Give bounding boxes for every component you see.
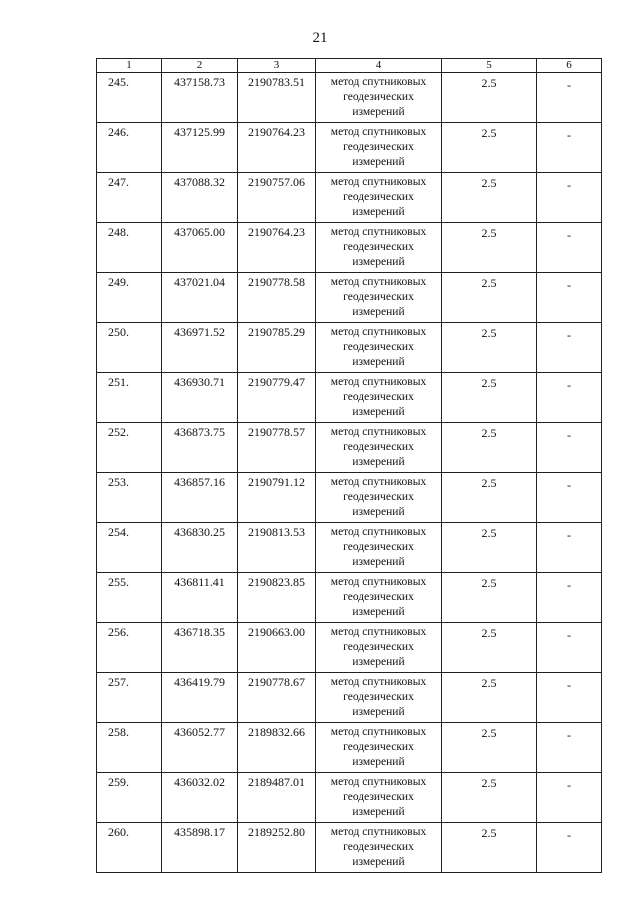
note-cell: - (537, 673, 602, 723)
column-header: 1 (97, 59, 162, 73)
table-row (97, 573, 602, 623)
table-row (97, 173, 602, 223)
y-coordinate-cell: 2190778.67 (238, 673, 316, 723)
note-cell: - (537, 823, 602, 873)
note-cell: - (537, 73, 602, 123)
note-cell: - (537, 573, 602, 623)
note-cell: - (537, 623, 602, 673)
method-cell (316, 273, 442, 323)
method-cell (316, 573, 442, 623)
point-number-cell: 260. (97, 823, 162, 873)
method-line: измерений (352, 606, 405, 618)
accuracy-cell: 2.5 (442, 123, 537, 173)
accuracy-cell: 2.5 (442, 523, 537, 573)
method-cell (316, 73, 442, 123)
note-cell: - (537, 773, 602, 823)
method-line: геодезических (343, 441, 414, 453)
method-line: геодезических (343, 691, 414, 703)
method-line: измерений (352, 156, 405, 168)
point-number-cell: 254. (97, 523, 162, 573)
table-header-row (97, 59, 602, 73)
method-line: геодезических (343, 491, 414, 503)
method-line: метод спутниковых (330, 326, 427, 338)
method-line: метод спутниковых (330, 776, 427, 788)
method-line: метод спутниковых (330, 526, 427, 538)
accuracy-cell: 2.5 (442, 273, 537, 323)
x-coordinate-cell: 437065.00 (162, 223, 238, 273)
point-number-cell: 246. (97, 123, 162, 173)
table-row (97, 273, 602, 323)
point-number-cell: 252. (97, 423, 162, 473)
page-number: 21 (312, 30, 328, 46)
method-line: измерений (352, 706, 405, 718)
x-coordinate-cell: 436032.02 (162, 773, 238, 823)
accuracy-cell: 2.5 (442, 623, 537, 673)
y-coordinate-cell: 2189832.66 (238, 723, 316, 773)
accuracy-cell: 2.5 (442, 823, 537, 873)
y-coordinate-cell: 2190791.12 (238, 473, 316, 523)
y-coordinate-cell: 2190757.06 (238, 173, 316, 223)
y-coordinate-cell: 2190764.23 (238, 123, 316, 173)
method-line: геодезических (343, 591, 414, 603)
note-cell: - (537, 223, 602, 273)
point-number-cell: 245. (97, 73, 162, 123)
point-number-cell: 251. (97, 373, 162, 423)
y-coordinate-cell: 2190785.29 (238, 323, 316, 373)
note-cell: - (537, 323, 602, 373)
note-cell: - (537, 373, 602, 423)
method-cell (316, 473, 442, 523)
method-line: измерений (352, 756, 405, 768)
method-cell (316, 323, 442, 373)
method-line: метод спутниковых (330, 826, 427, 838)
x-coordinate-cell: 436052.77 (162, 723, 238, 773)
point-number-cell: 248. (97, 223, 162, 273)
method-line: геодезических (343, 541, 414, 553)
method-cell (316, 173, 442, 223)
x-coordinate-cell: 436857.16 (162, 473, 238, 523)
method-line: метод спутниковых (330, 126, 427, 138)
y-coordinate-cell: 2190764.23 (238, 223, 316, 273)
accuracy-cell: 2.5 (442, 173, 537, 223)
point-number-cell: 255. (97, 573, 162, 623)
point-number-cell: 258. (97, 723, 162, 773)
method-line: метод спутниковых (330, 176, 427, 188)
method-cell (316, 523, 442, 573)
x-coordinate-cell: 437158.73 (162, 73, 238, 123)
method-line: метод спутниковых (330, 76, 427, 88)
table-row (97, 323, 602, 373)
method-line: измерений (352, 856, 405, 868)
note-cell: - (537, 423, 602, 473)
method-line: метод спутниковых (330, 676, 427, 688)
method-line: метод спутниковых (330, 476, 427, 488)
method-line: геодезических (343, 291, 414, 303)
accuracy-cell: 2.5 (442, 73, 537, 123)
accuracy-cell: 2.5 (442, 723, 537, 773)
table-row (97, 673, 602, 723)
method-line: метод спутниковых (330, 276, 427, 288)
method-line: измерений (352, 456, 405, 468)
method-cell (316, 673, 442, 723)
y-coordinate-cell: 2190779.47 (238, 373, 316, 423)
method-line: измерений (352, 506, 405, 518)
y-coordinate-cell: 2190778.57 (238, 423, 316, 473)
method-cell (316, 123, 442, 173)
accuracy-cell: 2.5 (442, 573, 537, 623)
x-coordinate-cell: 436419.79 (162, 673, 238, 723)
method-line: геодезических (343, 191, 414, 203)
method-cell (316, 723, 442, 773)
table-row (97, 523, 602, 573)
note-cell: - (537, 473, 602, 523)
method-line: геодезических (343, 741, 414, 753)
method-line: измерений (352, 356, 405, 368)
method-line: геодезических (343, 341, 414, 353)
x-coordinate-cell: 436811.41 (162, 573, 238, 623)
y-coordinate-cell: 2190783.51 (238, 73, 316, 123)
method-line: геодезических (343, 141, 414, 153)
method-line: метод спутниковых (330, 576, 427, 588)
point-number-cell: 257. (97, 673, 162, 723)
table-row (97, 423, 602, 473)
y-coordinate-cell: 2189252.80 (238, 823, 316, 873)
method-cell (316, 623, 442, 673)
note-cell: - (537, 173, 602, 223)
table-row (97, 373, 602, 423)
table-row (97, 823, 602, 873)
column-header: 4 (316, 59, 442, 73)
method-cell (316, 423, 442, 473)
point-number-cell: 249. (97, 273, 162, 323)
y-coordinate-cell: 2190813.53 (238, 523, 316, 573)
table-row (97, 123, 602, 173)
y-coordinate-cell: 2189487.01 (238, 773, 316, 823)
column-header: 5 (442, 59, 537, 73)
note-cell: - (537, 273, 602, 323)
x-coordinate-cell: 435898.17 (162, 823, 238, 873)
column-header: 3 (238, 59, 316, 73)
column-header: 2 (162, 59, 238, 73)
accuracy-cell: 2.5 (442, 423, 537, 473)
y-coordinate-cell: 2190823.85 (238, 573, 316, 623)
method-line: метод спутниковых (330, 426, 427, 438)
table-row (97, 723, 602, 773)
method-cell (316, 823, 442, 873)
x-coordinate-cell: 436971.52 (162, 323, 238, 373)
table-row (97, 223, 602, 273)
coordinates-table (96, 58, 602, 873)
x-coordinate-cell: 436830.25 (162, 523, 238, 573)
note-cell: - (537, 723, 602, 773)
method-line: измерений (352, 256, 405, 268)
x-coordinate-cell: 436873.75 (162, 423, 238, 473)
method-line: измерений (352, 406, 405, 418)
column-header: 6 (537, 59, 602, 73)
method-line: геодезических (343, 91, 414, 103)
accuracy-cell: 2.5 (442, 673, 537, 723)
x-coordinate-cell: 436930.71 (162, 373, 238, 423)
accuracy-cell: 2.5 (442, 773, 537, 823)
table-row (97, 773, 602, 823)
method-cell (316, 223, 442, 273)
method-line: метод спутниковых (330, 376, 427, 388)
table-row (97, 73, 602, 123)
method-line: геодезических (343, 791, 414, 803)
method-line: измерений (352, 556, 405, 568)
point-number-cell: 259. (97, 773, 162, 823)
point-number-cell: 247. (97, 173, 162, 223)
point-number-cell: 250. (97, 323, 162, 373)
accuracy-cell: 2.5 (442, 473, 537, 523)
table-row (97, 623, 602, 673)
accuracy-cell: 2.5 (442, 223, 537, 273)
y-coordinate-cell: 2190663.00 (238, 623, 316, 673)
x-coordinate-cell: 436718.35 (162, 623, 238, 673)
point-number-cell: 256. (97, 623, 162, 673)
accuracy-cell: 2.5 (442, 373, 537, 423)
point-number-cell: 253. (97, 473, 162, 523)
method-line: измерений (352, 806, 405, 818)
method-line: метод спутниковых (330, 226, 427, 238)
y-coordinate-cell: 2190778.58 (238, 273, 316, 323)
x-coordinate-cell: 437021.04 (162, 273, 238, 323)
method-cell (316, 373, 442, 423)
method-line: геодезических (343, 391, 414, 403)
x-coordinate-cell: 437088.32 (162, 173, 238, 223)
x-coordinate-cell: 437125.99 (162, 123, 238, 173)
method-line: измерений (352, 106, 405, 118)
note-cell: - (537, 523, 602, 573)
method-line: геодезических (343, 841, 414, 853)
method-line: метод спутниковых (330, 726, 427, 738)
method-line: измерений (352, 306, 405, 318)
accuracy-cell: 2.5 (442, 323, 537, 373)
method-line: геодезических (343, 241, 414, 253)
table-row (97, 473, 602, 523)
method-line: измерений (352, 206, 405, 218)
note-cell: - (537, 123, 602, 173)
method-cell (316, 773, 442, 823)
method-line: метод спутниковых (330, 626, 427, 638)
method-line: геодезических (343, 641, 414, 653)
method-line: измерений (352, 656, 405, 668)
